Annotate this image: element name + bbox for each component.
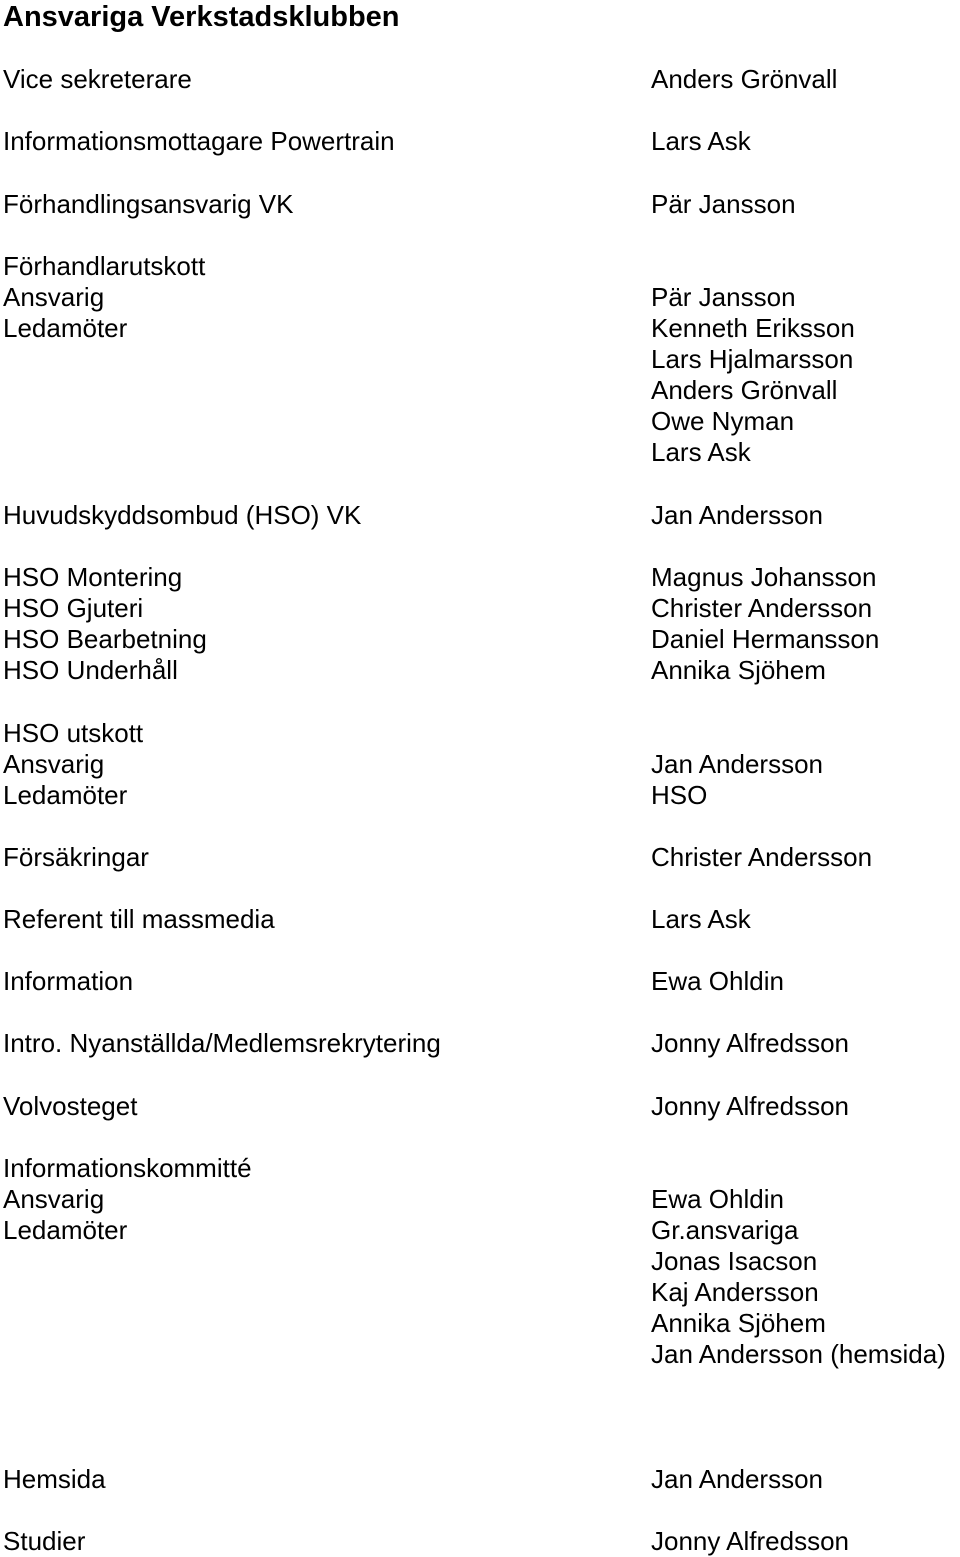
person-name: Ewa Ohldin [651,966,784,996]
person-name: Kaj Andersson [651,1277,819,1307]
person-name: Jonny Alfredsson [651,1526,850,1556]
person-name: Anders Grönvall [651,375,838,405]
person-name: Lars Ask [651,904,751,934]
role-studier: Studier [3,1526,86,1556]
role-ledamoter: Ledamöter [3,313,128,343]
person-name: Magnus Johansson [651,562,877,592]
role-informationskommitte: Informationskommitté [3,1153,252,1183]
role-hso-gjuteri: HSO Gjuteri [3,593,144,623]
person-name: Kenneth Eriksson [651,313,855,343]
role-hso-utskott: HSO utskott [3,718,144,748]
role-ansvarig: Ansvarig [3,749,105,779]
person-name: Ewa Ohldin [651,1184,784,1214]
person-name: Lars Ask [651,126,751,156]
role-hso-underhall: HSO Underhåll [3,655,178,685]
person-name: Lars Ask [651,437,751,467]
page-title: Ansvariga Verkstadsklubben [3,1,400,33]
person-name: Jan Andersson [651,500,824,530]
role-volvosteget: Volvosteget [3,1091,138,1121]
person-name: HSO [651,780,708,810]
person-name: Jan Andersson [651,749,824,779]
person-name: Jonas Isacson [651,1246,818,1276]
role-ledamoter: Ledamöter [3,1215,128,1245]
person-name: Jonny Alfredsson [651,1028,850,1058]
person-name: Owe Nyman [651,406,795,436]
person-name: Lars Hjalmarsson [651,344,854,374]
role-huvudskyddsombud: Huvudskyddsombud (HSO) VK [3,500,362,530]
role-hemsida: Hemsida [3,1464,106,1494]
role-forhandlingsansvarig: Förhandlingsansvarig VK [3,189,294,219]
person-name: Christer Andersson [651,593,873,623]
role-ansvarig: Ansvarig [3,282,105,312]
role-vice-sekreterare: Vice sekreterare [3,64,192,94]
person-name: Jonny Alfredsson [651,1091,850,1121]
person-name: Gr.ansvariga [651,1215,799,1245]
role-forhandlarutskott: Förhandlarutskott [3,251,206,281]
person-name: Anders Grönvall [651,64,838,94]
person-name: Pär Jansson [651,189,796,219]
role-ledamoter: Ledamöter [3,780,128,810]
person-name: Jan Andersson (hemsida) [651,1339,946,1369]
role-hso-bearbetning: HSO Bearbetning [3,624,207,654]
person-name: Pär Jansson [651,282,796,312]
person-name: Daniel Hermansson [651,624,880,654]
person-name: Jan Andersson [651,1464,824,1494]
person-name: Annika Sjöhem [651,655,826,685]
role-hso-montering: HSO Montering [3,562,183,592]
role-ansvarig: Ansvarig [3,1184,105,1214]
person-name: Christer Andersson [651,842,873,872]
role-referent-massmedia: Referent till massmedia [3,904,275,934]
person-name: Annika Sjöhem [651,1308,826,1338]
role-information: Information [3,966,134,996]
role-intro-nyanstallda: Intro. Nyanställda/Medlemsrekrytering [3,1028,441,1058]
role-informationsmottagare: Informationsmottagare Powertrain [3,126,395,156]
role-forsakringar: Försäkringar [3,842,149,872]
